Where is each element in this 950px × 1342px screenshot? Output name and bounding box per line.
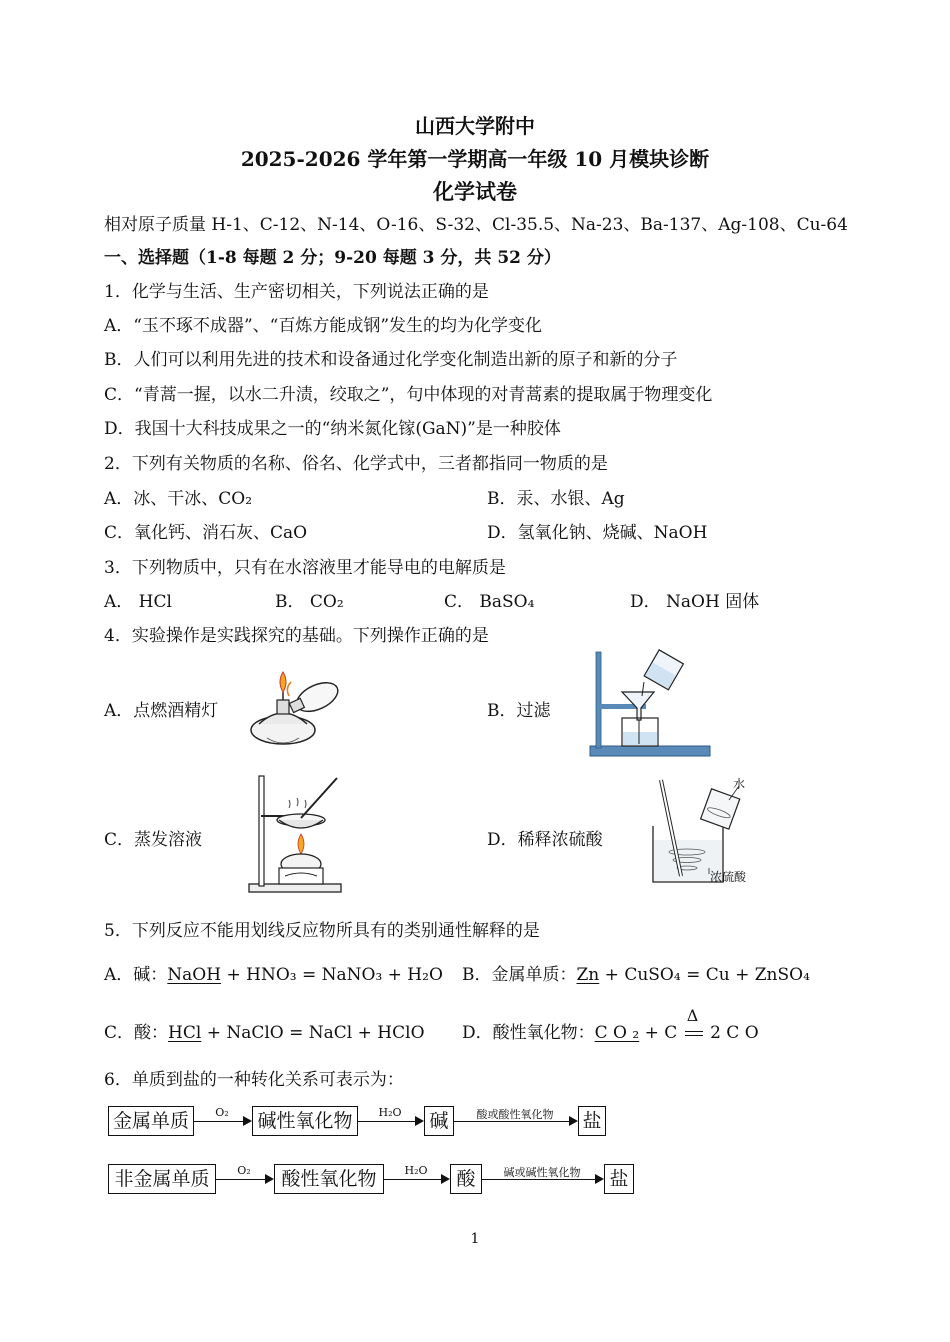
q5-d-prefix: D．酸性氧化物：: [462, 1023, 595, 1043]
row1-box-base: 碱: [424, 1106, 454, 1136]
row2-box-acid: 酸: [450, 1164, 482, 1194]
q2-stem: 2．下列有关物质的名称、俗名、化学式中，三者都指同一物质的是: [104, 454, 608, 474]
q4-option-a: A．点燃酒精灯: [104, 701, 219, 721]
row2-arrow-2: [384, 1179, 448, 1180]
q4-stem: 4．实验操作是实践探究的基础。下列操作正确的是: [104, 626, 489, 646]
q5-d-condition: [683, 1006, 705, 1043]
q3-option-a: A． HCl: [104, 592, 172, 612]
row1-box-basic-oxide: 碱性氧化物: [252, 1106, 358, 1136]
row1-arrow-1: [194, 1121, 250, 1122]
row1-arrow-2-label: H₂O: [378, 1106, 402, 1119]
row2-box-salt: 盐: [604, 1164, 634, 1194]
q1-stem: 1．化学与生活、生产密切相关，下列说法正确的是: [104, 282, 489, 302]
q5-b-equation: + CuSO₄ = Cu + ZnSO₄: [599, 965, 810, 985]
q5-c-underlined: HCl: [168, 1023, 202, 1043]
q2-option-b: B．汞、水银、Ag: [487, 489, 625, 509]
row2-box-nonmetal: 非金属单质: [108, 1164, 216, 1194]
q5-option-c: [104, 1018, 425, 1043]
water-label: 水: [733, 777, 746, 791]
row2-box-acidic-oxide: 酸性氧化物: [274, 1164, 384, 1194]
q1-option-a: A．“玉不琢不成器”、“百炼方能成钢”发生的均为化学变化: [104, 316, 543, 336]
q4-option-b: B．过滤: [487, 701, 551, 721]
q5-d-product: 2 C O: [704, 1023, 759, 1043]
evaporation-figure: [245, 772, 345, 896]
q5-stem: 5．下列反应不能用划线反应物所具有的类别通性解释的是: [104, 921, 540, 941]
row2-arrow-1: [216, 1179, 272, 1180]
q5-d-underlined: C O ₂: [594, 1023, 640, 1043]
q5-a-underlined: NaOH: [167, 965, 222, 985]
q5-a-equation: + HNO₃ = NaNO₃ + H₂O: [221, 965, 443, 985]
q5-option-a: [104, 960, 443, 985]
q1-option-b: B．人们可以利用先进的技术和设备通过化学变化制造出新的原子和新的分子: [104, 350, 678, 370]
row1-arrow-1-label: O₂: [215, 1106, 229, 1119]
q5-option-b: [462, 960, 810, 985]
row1-box-salt: 盐: [578, 1106, 606, 1136]
alcohol-lamp-figure: [245, 662, 345, 750]
q3-option-b: B． CO₂: [275, 592, 344, 612]
acid-label: 浓硫酸: [710, 870, 747, 884]
q5-b-prefix: B．金属单质：: [462, 965, 577, 985]
row1-box-metal: 金属单质: [108, 1106, 194, 1136]
q3-option-d: D． NaOH 固体: [630, 592, 760, 612]
delta-symbol: Δ: [686, 1006, 699, 1025]
dilution-figure: [645, 770, 765, 890]
page-number: 1: [470, 1231, 480, 1247]
q2-option-d: D．氢氧化钠、烧碱、NaOH: [487, 523, 708, 543]
school-title: 山西大学附中: [415, 114, 535, 138]
q4-option-d: D．稀释浓硫酸: [487, 830, 603, 850]
filtration-figure: [586, 648, 714, 760]
q4-option-c: C．蒸发溶液: [104, 830, 203, 850]
q5-b-underlined: Zn: [576, 965, 600, 985]
q5-option-d: [462, 1006, 759, 1043]
term-title: 2025-2026 学年第一学期高一年级 10 月模块诊断: [240, 147, 710, 171]
q1-option-c: C．“青蒿一握，以水二升渍，绞取之”，句中体现的对青蒿素的提取属于物理变化: [104, 385, 713, 405]
row1-arrow-2: [358, 1121, 422, 1122]
row2-arrow-3-label: 碱或碱性氧化物: [503, 1166, 581, 1179]
section-heading: 一、选择题（1-8 每题 2 分；9-20 每题 3 分，共 52 分）: [104, 248, 561, 268]
subject-title: 化学试卷: [433, 179, 517, 204]
q2-option-c: C．氧化钙、消石灰、CaO: [104, 523, 308, 543]
q6-stem: 6．单质到盐的一种转化关系可表示为：: [104, 1070, 404, 1090]
q2-option-a: A．冰、干冰、CO₂: [104, 489, 253, 509]
q5-c-prefix: C．酸：: [104, 1023, 169, 1043]
row2-arrow-1-label: O₂: [237, 1164, 251, 1177]
row2-arrow-2-label: H₂O: [404, 1164, 428, 1177]
q3-option-c: C． BaSO₄: [444, 592, 535, 612]
q3-stem: 3．下列物质中，只有在水溶液里才能导电的电解质是: [104, 558, 506, 578]
q1-option-d: D．我国十大科技成果之一的“纳米氮化镓(GaN)”是一种胶体: [104, 419, 561, 439]
row1-arrow-3-label: 酸或酸性氧化物: [476, 1108, 554, 1121]
q5-d-plus: + C: [639, 1023, 683, 1043]
q5-a-prefix: A．碱：: [104, 965, 168, 985]
atomic-mass-line: 相对原子质量 H-1、C-12、N-14、O-16、S-32、Cl-35.5、Na-23、Ba-137、Ag-108、Cu-64: [104, 215, 848, 235]
q5-c-equation: + NaClO = NaCl + HClO: [201, 1023, 425, 1043]
